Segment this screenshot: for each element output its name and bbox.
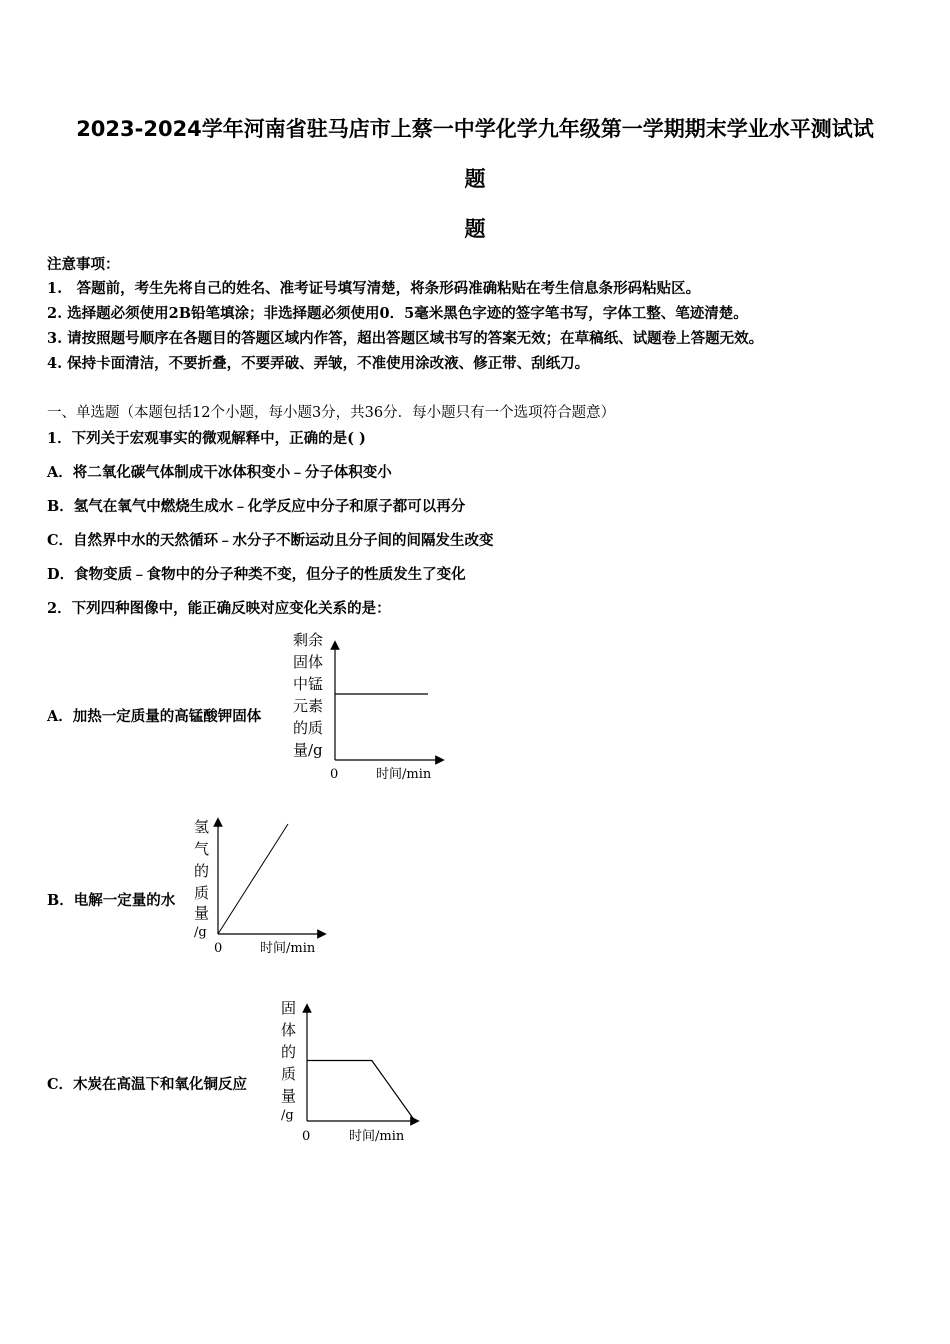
q2-option-a-label: A．加热一定质量的高锰酸钾固体 xyxy=(47,708,262,725)
graph-b-xlabel: 时间/min xyxy=(260,941,316,956)
q2-stem: 2．下列四种图像中，能正确反映对应变化关系的是： xyxy=(47,600,391,617)
graph-c-ylabel-3: 的 xyxy=(281,1043,297,1061)
graph-b-series-line xyxy=(218,824,288,934)
q1-option-b: B．氢气在氧气中燃烧生成水﹣化学反应中分子和原子都可以再分 xyxy=(47,498,466,515)
graph-a-ylabel-4: 元素 xyxy=(293,697,324,715)
graph-c-ylabel-1: 固 xyxy=(281,999,297,1017)
graph-a-ylabel-2: 固体 xyxy=(293,653,324,671)
graph-a-ylabel-6: 量/g xyxy=(293,741,323,759)
note-item-1: 1. 答题前，考生先将自己的姓名、准考证号填写清楚，将条形码准确粘贴在考生信息条形码粘贴区。 xyxy=(47,280,701,297)
page-title-line-3: 题 xyxy=(464,217,486,241)
graph-c-ylabel-6: /g xyxy=(281,1108,294,1123)
graph-b-ylabel-2: 气 xyxy=(194,840,210,858)
graph-c-ylabel-4: 质 xyxy=(281,1065,297,1083)
graph-a-xlabel: 时间/min xyxy=(376,767,432,782)
section-heading: 一、单选题（本题包括12个小题，每小题3分，共36分．每小题只有一个选项符合题意） xyxy=(47,405,616,421)
page-title-line-1: 2023-2024学年河南省驻马店市上蔡一中学化学九年级第一学期期末学业水平测试试 xyxy=(76,117,874,141)
note-item-4: 4. 保持卡面清洁，不要折叠，不要弄破、弄皱，不准使用涂改液、修正带、刮纸刀。 xyxy=(47,355,590,372)
graph-c-series-line xyxy=(307,1061,415,1122)
q2-option-b-label: B．电解一定量的水 xyxy=(47,892,176,909)
q1-option-a: A．将二氧化碳气体制成干冰体积变小﹣分子体积变小 xyxy=(47,464,392,481)
graph-b-origin: 0 xyxy=(214,941,223,956)
graph-c-ylabel-2: 体 xyxy=(281,1021,297,1039)
graph-a-ylabel-5: 的质 xyxy=(293,719,324,737)
q2-graph-c xyxy=(277,993,427,1148)
graph-a-ylabel-1: 剩余 xyxy=(293,631,324,649)
graph-c-origin: 0 xyxy=(302,1129,311,1144)
graph-b-ylabel-5: 量 xyxy=(194,904,210,922)
q1-option-c: C．自然界中水的天然循环﹣水分子不断运动且分子间的间隔发生改变 xyxy=(47,532,494,549)
q1-option-d: D．食物变质﹣食物中的分子种类不变，但分子的性质发生了变化 xyxy=(47,566,466,583)
graph-b-ylabel-3: 的 xyxy=(194,862,210,880)
q2-option-c-label: C．木炭在高温下和氧化铜反应 xyxy=(47,1076,248,1093)
q1-stem: 1．下列关于宏观事实的微观解释中，正确的是( ) xyxy=(47,430,366,447)
graph-a-origin: 0 xyxy=(330,767,339,782)
q2-graph-b xyxy=(190,812,340,962)
graph-c-xlabel: 时间/min xyxy=(349,1129,405,1144)
graph-a-ylabel-3: 中锰 xyxy=(293,675,324,693)
page-title-line-2: 题 xyxy=(464,167,486,191)
note-item-3: 3. 请按照题号顺序在各题目的答题区域内作答，超出答题区域书写的答案无效；在草稿纸、试题卷上答题无效。 xyxy=(47,330,764,347)
graph-b-ylabel-1: 氢 xyxy=(194,818,210,836)
notes-heading: 注意事项： xyxy=(47,256,120,273)
graph-c-ylabel-5: 量 xyxy=(281,1087,297,1105)
note-item-2: 2. 选择题必须使用2B铅笔填涂；非选择题必须使用0．5毫米黑色字迹的签字笔书写，字体工整、笔迹清楚。 xyxy=(47,305,748,322)
graph-b-ylabel-6: /g xyxy=(194,925,207,940)
q2-graph-a xyxy=(290,625,460,790)
graph-b-ylabel-4: 质 xyxy=(194,884,210,902)
